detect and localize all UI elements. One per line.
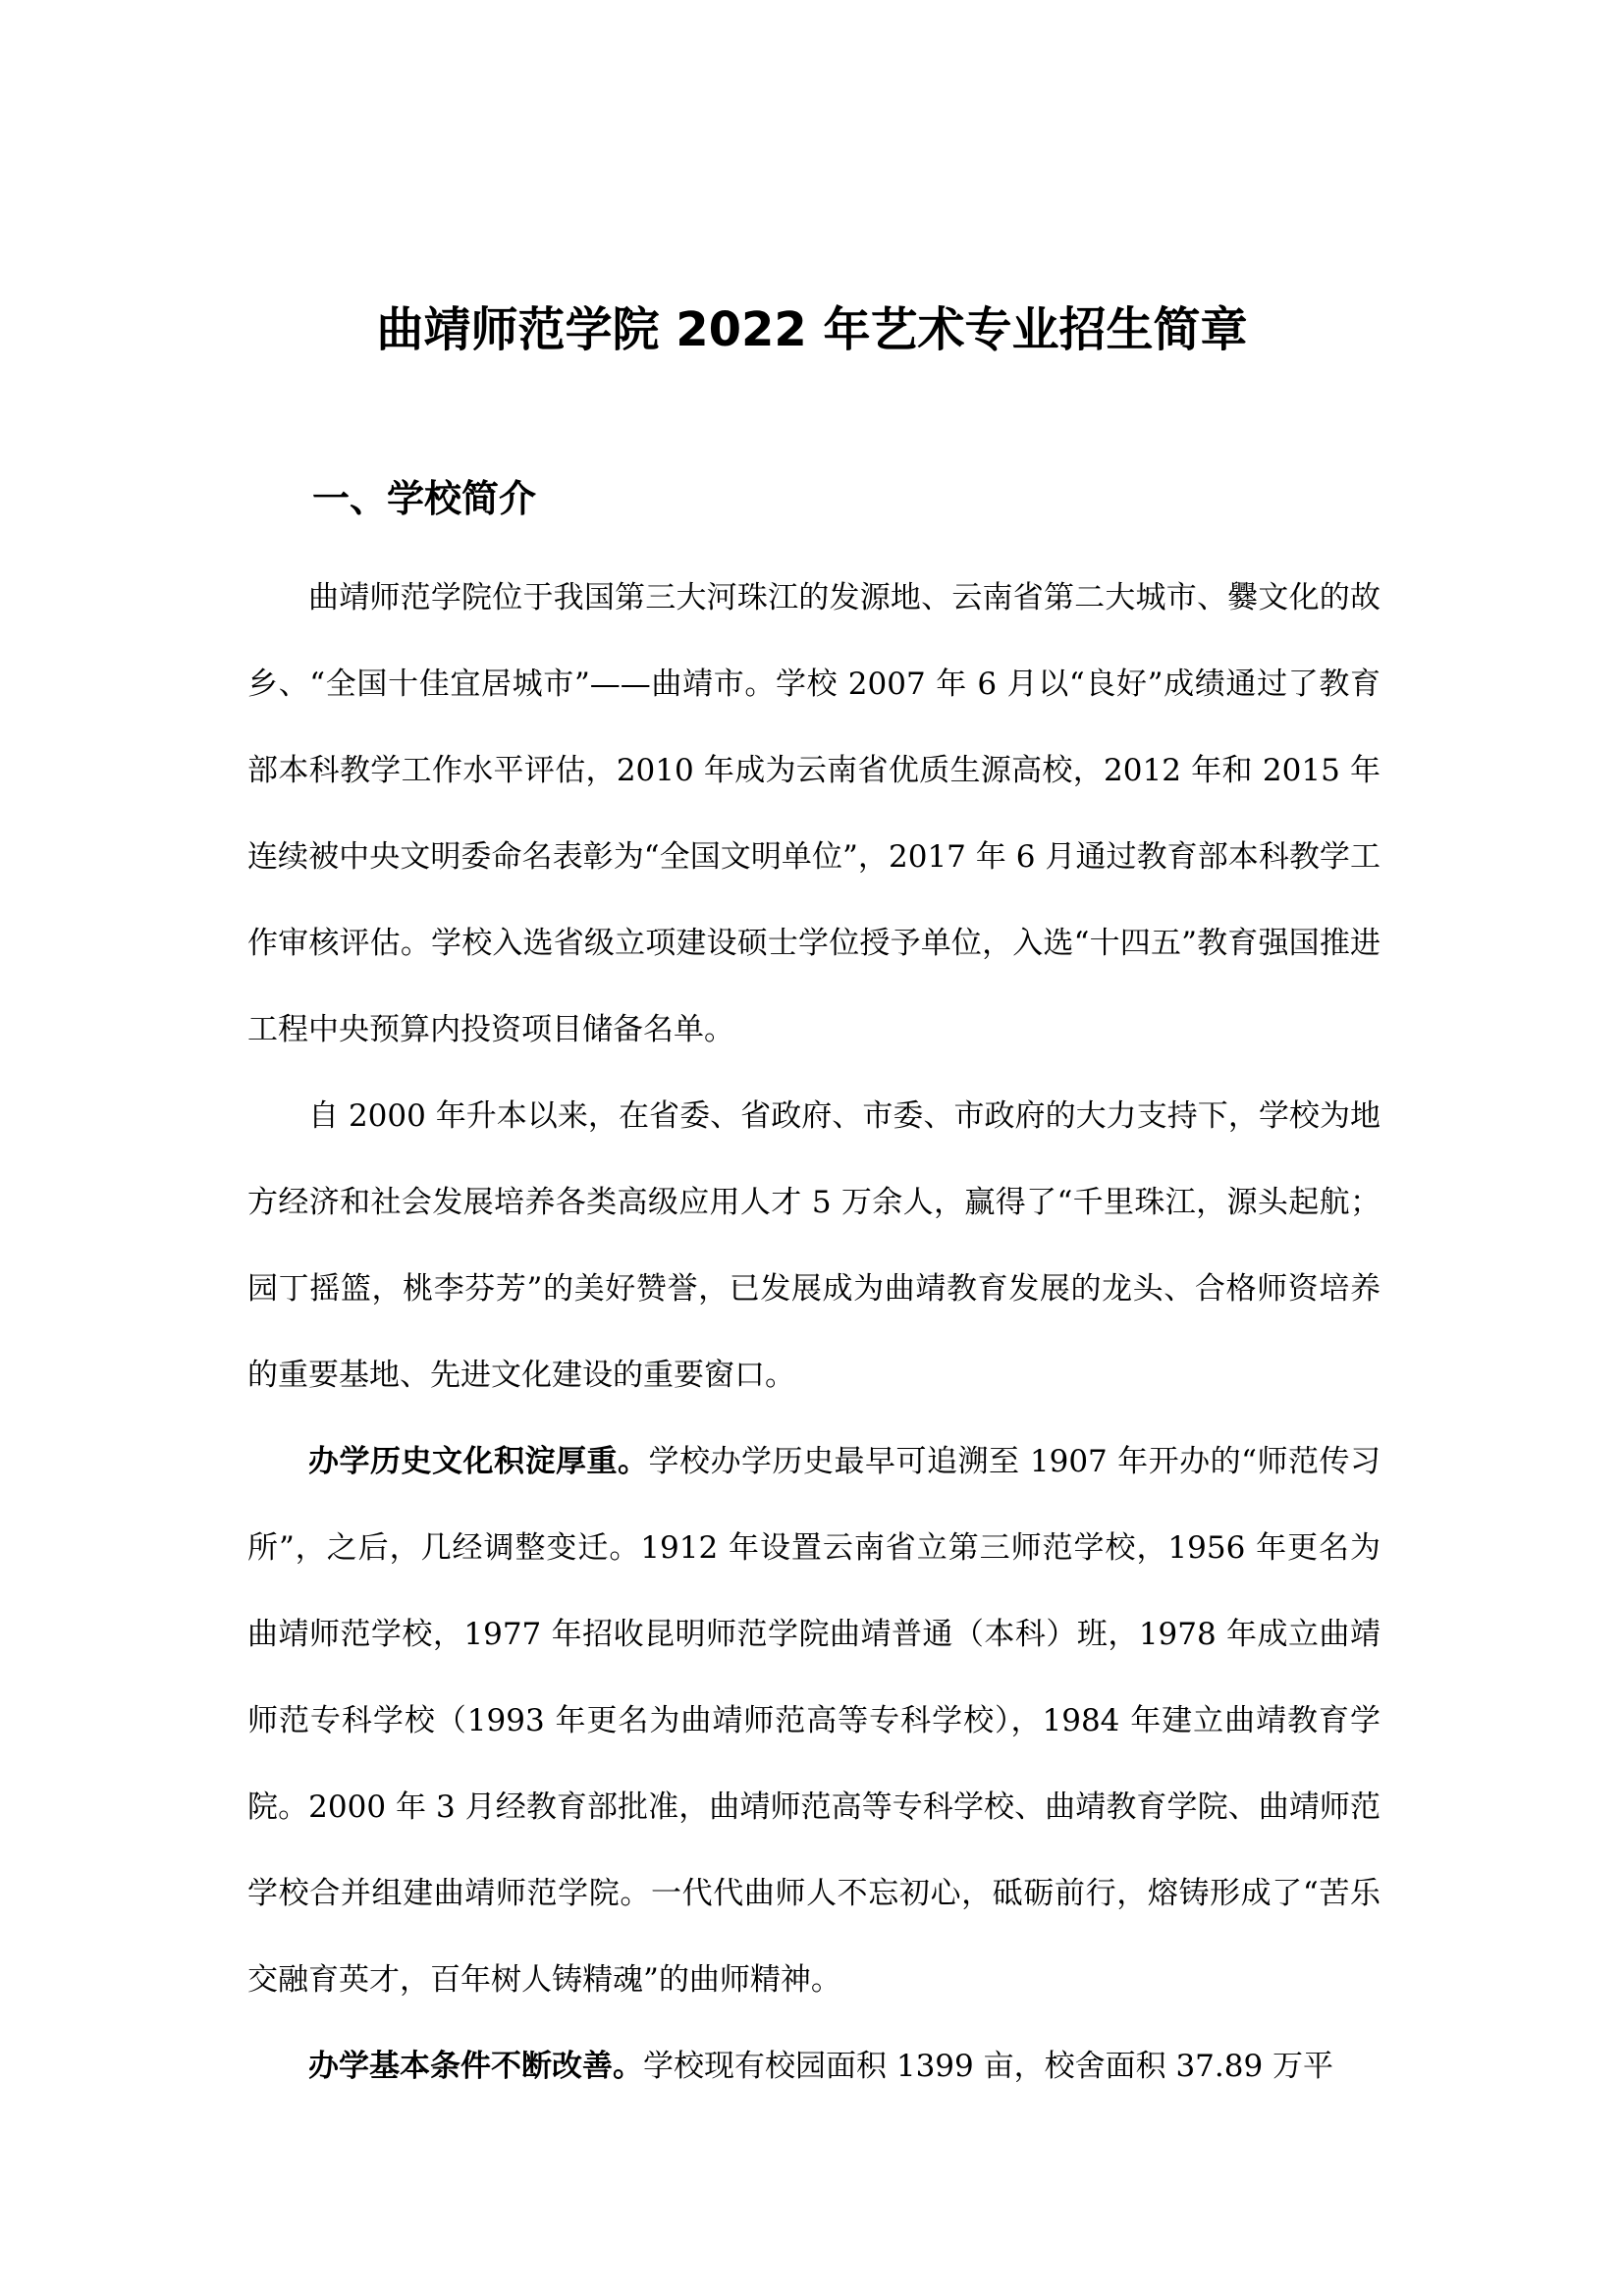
paragraph-text: 曲靖师范学院位于我国第三大河珠江的发源地、云南省第二大城市、爨文化的故乡、“全国十佳宜居城市”——曲靖市。学校 2007 年 6 月以“良好”成绩通过了教育部本科教学工作水平评估，2010 年成为云南省优质生源高校，2012 年和 2015 年连续被中央文明委命名表彰为“全国文明单位”，2017 年 6 月通过教育部本科教学工作审核评估。学校入选省级立项建设硕士学位授予单位，入选“十四五”教育强国推进工程中央预算内投资项目储备名单。 xyxy=(247,580,1380,1047)
document-title: 曲靖师范学院 2022 年艺术专业招生简章 xyxy=(376,302,1248,357)
paragraph-text: 学校办学历史最早可追溯至 1907 年开办的“师范传习所”，之后，几经调整变迁。1912 年设置云南省立第三师范学校，1956 年更名为曲靖师范学校，1977 年招收昆明师范学院曲靖普通（本科）班，1978 年成立曲靖师范专科学校（1993 年更名为曲靖师范高等专科学校），1984 年建立曲靖教育学院。2000 年 3 月经教育部批准，曲靖师范高等专科学校、曲靖教育学院、曲靖师范学校合并组建曲靖师范学院。一代代曲师人不忘初心，砥砺前行，熔铸形成了“苦乐交融育英才，百年树人铸精魂”的曲师精神。 xyxy=(247,1444,1380,1998)
paragraph-conditions xyxy=(247,2023,1380,2109)
section-heading: 一、学校简介 xyxy=(312,477,537,520)
paragraph-intro xyxy=(247,555,1380,1073)
document-body xyxy=(247,555,1380,2109)
paragraph-text: 自 2000 年升本以来，在省委、省政府、市委、市政府的大力支持下，学校为地方经济和社会发展培养各类高级应用人才 5 万余人，赢得了“千里珠江，源头起航；园丁摇篮，桃李芬芳”的美好赞誉，已发展成为曲靖教育发展的龙头、合格师资培养的重要基地、先进文化建设的重要窗口。 xyxy=(247,1098,1380,1393)
paragraph-development xyxy=(247,1073,1380,1418)
paragraph-lead: 办学历史文化积淀厚重。 xyxy=(308,1444,649,1479)
paragraph-history xyxy=(247,1418,1380,2023)
paragraph-text: 学校现有校园面积 1399 亩，校舍面积 37.89 万平 xyxy=(643,2049,1334,2084)
paragraph-lead: 办学基本条件不断改善。 xyxy=(308,2049,643,2084)
